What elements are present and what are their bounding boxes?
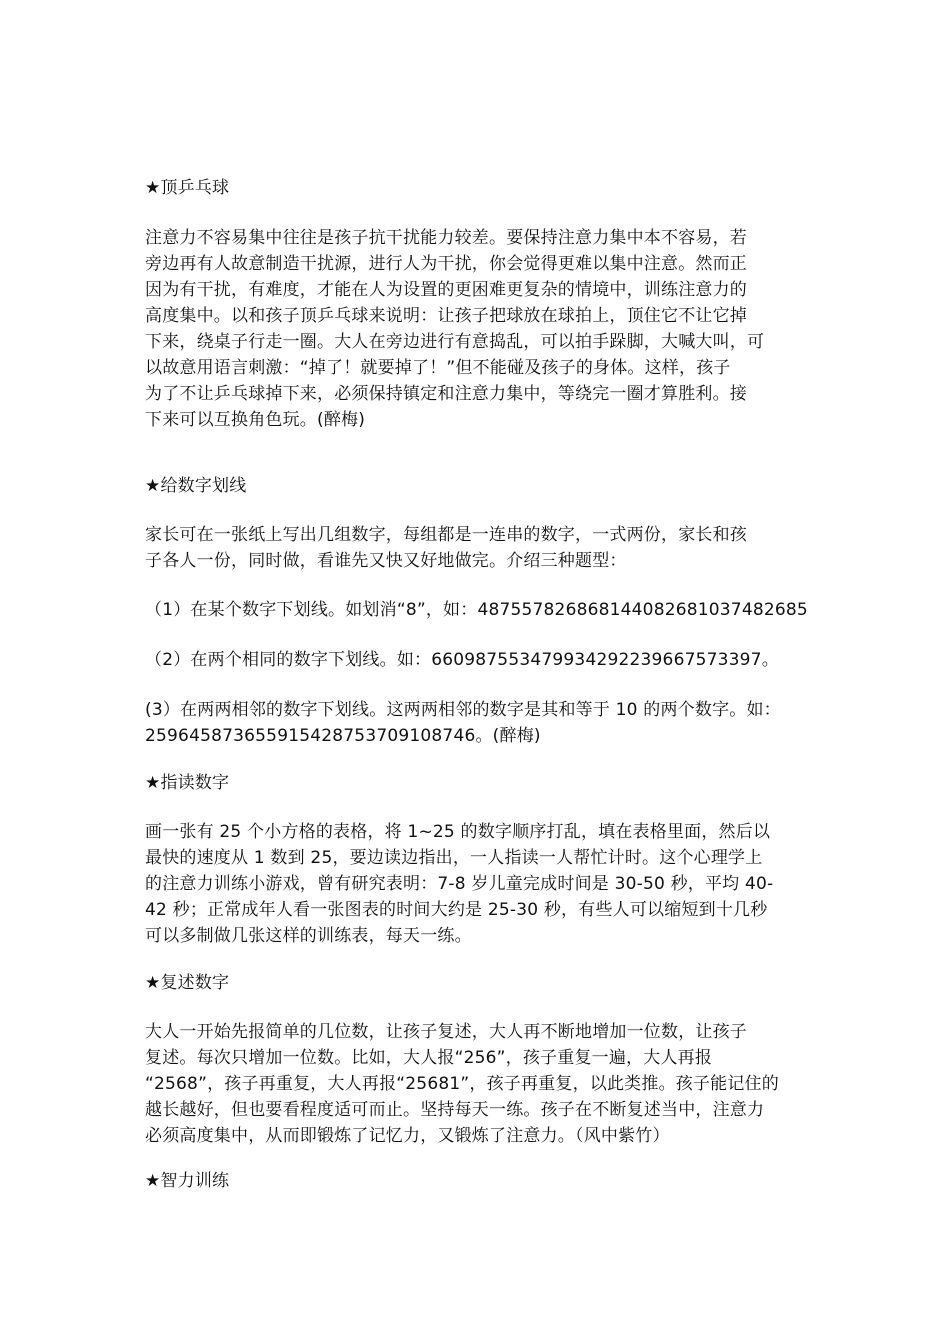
text-line: 越长越好，但也要看程度适可而止。坚持每天一练。孩子在不断复述当中，注意力 [145, 1100, 765, 1120]
text-line: 画一张有 25 个小方格的表格，将 1~25 的数字顺序打乱，填在表格里面，然后以 [145, 822, 771, 842]
section-paragraph [145, 819, 815, 949]
text-line: 大人一开始先报简单的几位数，让孩子复述，大人再不断地增加一位数，让孩子 [145, 1022, 747, 1042]
text-line: 下来可以互换角色玩。(醉梅) [145, 410, 366, 430]
text-line: 注意力不容易集中往往是孩子抗干扰能力较差。要保持注意力集中本不容易，若 [145, 228, 747, 248]
text-line: 259645873655915428753709108746。(醉梅) [145, 726, 541, 746]
section-heading-ping-pong: ★顶乒乓球 [145, 178, 230, 198]
text-line: 高度集中。以和孩子顶乒乓球来说明：让孩子把球放在球拍上，顶住它不让它掉 [145, 306, 747, 326]
text-line: “2568”，孩子再重复，大人再报“25681”，孩子再重复，以此类推。孩子能记住的 [145, 1074, 779, 1094]
text-line: 的注意力训练小游戏，曾有研究表明：7-8 岁儿童完成时间是 30-50 秒，平均 40- [145, 874, 774, 894]
text-line: 最快的速度从 1 数到 25，要边读边指出，一人指读一人帮忙计时。这个心理学上 [145, 848, 763, 868]
text-line: 家长可在一张纸上写出几组数字，每组都是一连串的数字，一式两份，家长和孩 [145, 525, 747, 545]
text-line: 42 秒；正常成年人看一张图表的时间大约是 25-30 秒，有些人可以缩短到十几秒 [145, 900, 768, 920]
text-line: 复述。每次只增加一位数。比如，大人报“256”，孩子重复一遍，大人再报 [145, 1048, 713, 1068]
text-line: 子各人一份，同时做，看谁先又快又好地做完。介绍三种题型： [145, 551, 627, 571]
text-line: 以故意用语言刺激：“掉了！就要掉了！”但不能碰及孩子的身体。这样，孩子 [145, 358, 731, 378]
section-heading-number-underline: ★给数字划线 [145, 476, 247, 496]
section-paragraph [145, 597, 815, 623]
text-line: 可以多制做几张这样的训练表，每天一练。 [145, 926, 472, 946]
text-line: （1）在某个数字下划线。如划消“8”，如：487557826868144082681037482685 [145, 600, 808, 620]
text-line: 因为有干扰，有难度，才能在人为设置的更困难更复杂的情境中，训练注意力的 [145, 280, 747, 300]
section-paragraph [145, 647, 815, 673]
section-heading-point-reading: ★指读数字 [145, 773, 230, 793]
section-paragraph [145, 1019, 815, 1149]
section-heading-repeat-numbers: ★复述数字 [145, 973, 230, 993]
section-paragraph [145, 697, 815, 749]
text-line: 下来，绕桌子行走一圈。大人在旁边进行有意捣乱，可以拍手跺脚，大喊大叫，可 [145, 332, 765, 352]
text-line: 为了不让乒乓球掉下来，必须保持镇定和注意力集中，等绕完一圈才算胜利。接 [145, 384, 747, 404]
section-paragraph [145, 225, 815, 433]
text-line: (3）在两两相邻的数字下划线。这两两相邻的数字是其和等于 10 的两个数字。如： [145, 700, 781, 720]
text-line: 旁边再有人故意制造干扰源，进行人为干扰，你会觉得更难以集中注意。然而正 [145, 254, 747, 274]
text-line: 必须高度集中，从而即锻炼了记忆力，又锻炼了注意力。（风中紫竹） [145, 1126, 670, 1146]
text-line: （2）在两个相同的数字下划线。如：660987553479934292239667573397。 [145, 650, 779, 670]
section-heading-intelligence-training: ★智力训练 [145, 1171, 230, 1191]
section-paragraph [145, 522, 815, 574]
